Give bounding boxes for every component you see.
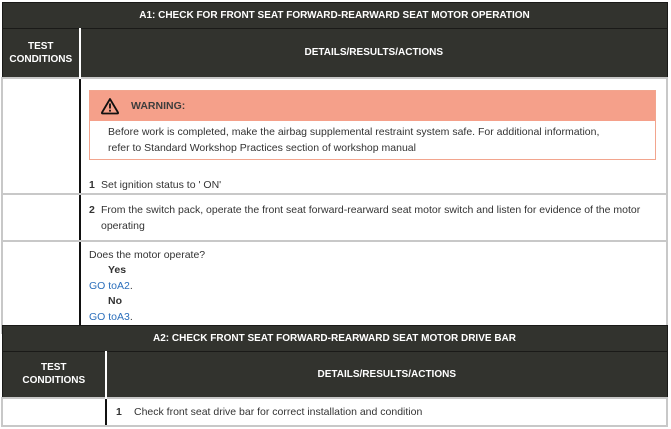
details-header: DETAILS/RESULTS/ACTIONS (80, 29, 667, 78)
section-a2-title: A2: CHECK FRONT SEAT FORWARD-REARWARD SEAT MOTOR DRIVE BAR (2, 326, 667, 352)
section-a2-table (1, 325, 668, 427)
warning-header (90, 91, 655, 121)
step-1 (107, 404, 666, 420)
go-to-a3-link[interactable]: GO toA3 (89, 310, 130, 323)
step-number: 1 (89, 178, 95, 191)
test-conditions-cell (2, 241, 80, 333)
warning-text (90, 121, 655, 159)
test-conditions-header (2, 352, 106, 398)
go-to-a2-link[interactable]: GO toA2 (89, 279, 130, 292)
step-text: Check front seat drive bar for correct installation and condition (134, 405, 423, 418)
answer-yes-label: Yes (108, 264, 127, 276)
warning-box (89, 90, 656, 160)
warning-text-line: refer to Standard Workshop Practices section of workshop manual (108, 141, 416, 154)
test-conditions-cell (2, 194, 80, 241)
answer-no-action (89, 310, 666, 326)
answer-no-label: No (108, 295, 122, 307)
header-line: TEST (27, 40, 54, 52)
step-2 (81, 202, 666, 234)
header-line: TEST (40, 362, 67, 374)
section-a1-title: A1: CHECK FOR FRONT SEAT FORWARD-REARWARD SEAT MOTOR OPERATION (2, 3, 667, 29)
header-line: CONDITIONS (9, 53, 73, 65)
step-number: 1 (116, 405, 122, 418)
warning-label: WARNING: (131, 99, 186, 112)
question-text: Does the motor operate? (89, 248, 206, 261)
question-block (81, 242, 666, 326)
details-cell (80, 241, 667, 333)
section-a1-table (1, 2, 668, 334)
test-conditions-cell (2, 398, 106, 426)
warning-text-line: Before work is completed, make the airbag supplemental restraint system safe. For additional information, (108, 125, 600, 138)
details-header: DETAILS/RESULTS/ACTIONS (106, 352, 667, 398)
step-text: Set ignition status to ' ON' (101, 178, 222, 191)
step-text: operating (101, 219, 145, 232)
header-line: CONDITIONS (22, 375, 86, 387)
details-cell (80, 78, 667, 194)
step-number: 2 (89, 203, 95, 216)
warning-triangle-icon (100, 97, 120, 115)
details-cell (80, 194, 667, 241)
test-conditions-cell (2, 78, 80, 194)
step-text: From the switch pack, operate the front seat forward-rearward seat motor switch and listen for evidence of the motor (101, 203, 641, 216)
link-suffix: . (129, 310, 133, 323)
link-suffix: . (129, 279, 133, 292)
answer-yes-action (89, 279, 666, 295)
details-cell (106, 398, 667, 426)
test-conditions-header (2, 29, 80, 78)
step-1 (81, 177, 666, 193)
